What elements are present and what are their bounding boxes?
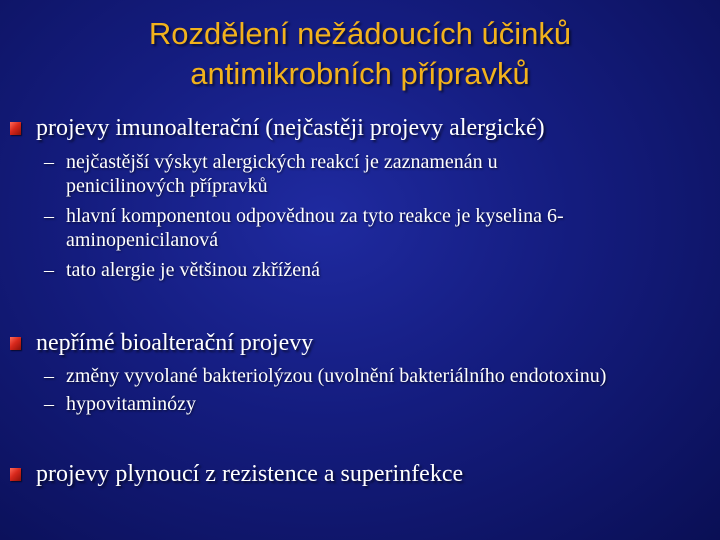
list-item <box>44 204 564 252</box>
list-item-line: tato alergie je většinou zkřížená <box>66 259 320 281</box>
list-item-line: penicilinových přípravků <box>66 175 268 197</box>
bullet-square-icon <box>10 337 21 350</box>
list-item-line: aminopenicilanová <box>66 229 219 251</box>
list-item-line: hypovitaminózy <box>66 393 196 415</box>
list-item <box>44 150 564 198</box>
title-line-1: Rozdělení nežádoucích účinků <box>148 16 572 51</box>
bullet-text: projevy imunoalterační (nejčastěji projevy alergické) <box>36 115 545 141</box>
dash-icon: – <box>44 205 54 227</box>
list-item-line: hlavní komponentou odpovědnou za tyto reakce je kyselina 6- <box>66 205 564 227</box>
slide-title <box>40 14 680 94</box>
bullet-square-icon <box>10 468 21 481</box>
sublist-imunoalteracni <box>44 150 564 288</box>
bullet-text: nepřímé bioalterační projevy <box>36 330 314 356</box>
title-line-2: antimikrobních přípravků <box>190 56 530 91</box>
bullet-square-icon <box>10 122 21 135</box>
dash-icon: – <box>44 151 54 173</box>
list-item-line: změny vyvolané bakteriolýzou (uvolnění bakteriálního endotoxinu) <box>66 365 607 387</box>
list-item-line: nejčastější výskyt alergických reakcí je zaznamenán u <box>66 151 498 173</box>
bullet-text: projevy plynoucí z rezistence a superinfekce <box>36 461 464 487</box>
sublist-bioalteracni <box>44 364 606 422</box>
list-item <box>44 364 606 388</box>
dash-icon: – <box>44 393 54 415</box>
list-item <box>44 392 606 416</box>
dash-icon: – <box>44 365 54 387</box>
dash-icon: – <box>44 259 54 281</box>
list-item <box>44 258 564 282</box>
